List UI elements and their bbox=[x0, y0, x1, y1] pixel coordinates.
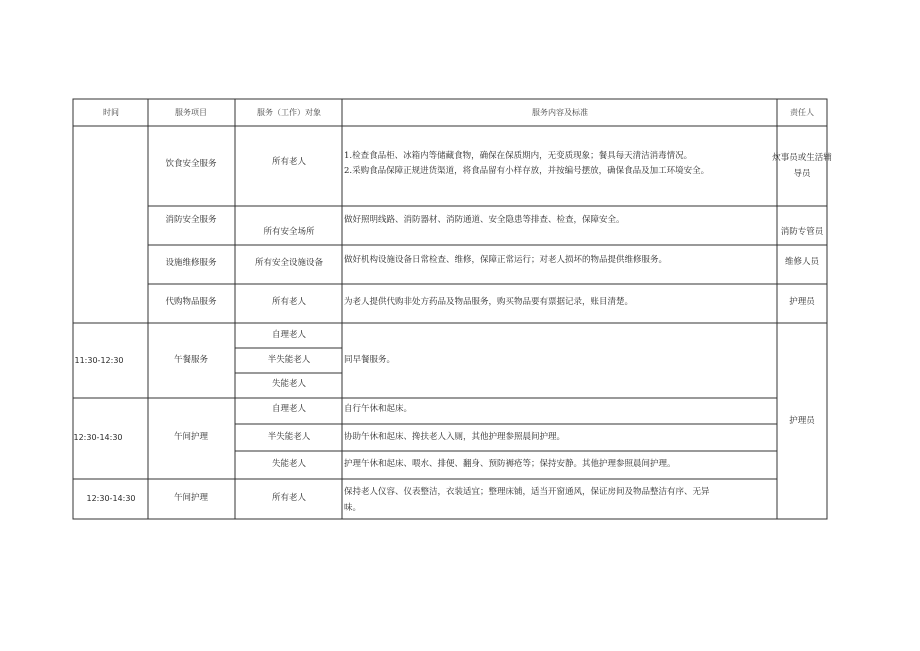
row-content-line: 协助午休和起床、搀扶老人入厕，其他护理参照晨间护理。 bbox=[344, 432, 566, 442]
row-owner-line: 维修人员 bbox=[784, 257, 820, 267]
row-owner-line: 消防专管员 bbox=[780, 227, 824, 237]
row-content-line: 护理午休和起床、喂水、排便、翻身、预防褥疮等；保持安静。其他护理参照晨间护理。 bbox=[344, 459, 676, 469]
row-time-lunch: 11:30-12:30 bbox=[74, 356, 124, 365]
header-content: 服务内容及标准 bbox=[532, 108, 588, 117]
row-content-line: 自行午休和起床。 bbox=[344, 404, 413, 414]
header-owner: 责任人 bbox=[790, 108, 814, 117]
row-item-fire-safety: 消防安全服务 bbox=[165, 215, 217, 225]
row-content-line: 做好照明线路、消防器材、消防通道、安全隐患等排查、检查，保障安全。 bbox=[344, 215, 625, 225]
row-item-maintenance: 设施维修服务 bbox=[165, 258, 217, 268]
row-target-disabled: 失能老人 bbox=[271, 379, 307, 389]
row-time-nap-all: 12:30-14:30 bbox=[86, 494, 136, 503]
row-target-maintenance: 所有安全设施设备 bbox=[254, 258, 324, 268]
row-target-self-care: 自理老人 bbox=[271, 330, 307, 340]
row-content-line: 同早餐服务。 bbox=[344, 355, 396, 365]
shared-owner: 护理员 bbox=[789, 416, 815, 426]
row-item-nap: 午间护理 bbox=[173, 432, 209, 442]
header-time: 时间 bbox=[103, 108, 119, 117]
row-item-nap-all: 午间护理 bbox=[173, 493, 209, 503]
row-time-nap: 12:30-14:30 bbox=[73, 433, 123, 442]
header-item: 服务项目 bbox=[175, 108, 207, 117]
row-target-purchasing: 所有老人 bbox=[271, 297, 307, 307]
header-target: 服务（工作）对象 bbox=[257, 108, 321, 117]
row-target-semi-disabled: 半失能老人 bbox=[267, 432, 311, 442]
row-owner-line: 护理员 bbox=[789, 297, 815, 307]
row-target-all: 所有老人 bbox=[271, 493, 307, 503]
row-content-line: 1.检查食品柜、冰箱内等储藏食物，确保在保质期内，无变质现象；餐具每天清洁消毒情况。 bbox=[344, 151, 693, 161]
row-target-semi-disabled: 半失能老人 bbox=[267, 355, 311, 365]
row-content-line: 为老人提供代购非处方药品及物品服务，购买物品要有票据记录，账目清楚。 bbox=[344, 297, 634, 307]
row-target-self-care: 自理老人 bbox=[271, 404, 307, 414]
row-owner-line: 导员 bbox=[793, 169, 811, 179]
row-owner-line: 炊事员或生活辅 bbox=[772, 153, 832, 163]
row-item-lunch: 午餐服务 bbox=[173, 355, 209, 365]
row-content-line: 味。 bbox=[344, 503, 362, 513]
row-target-fire-safety: 所有安全场所 bbox=[263, 227, 315, 237]
row-content-line: 2.采购食品保障正规进货渠道，将食品留有小样存放，并按编号摆放，确保食品及加工环境安全。 bbox=[344, 166, 710, 176]
row-item-purchasing: 代购物品服务 bbox=[165, 297, 217, 307]
row-content-line: 保持老人仪容、仪表整洁，衣装适宜；整理床铺，适当开窗通风，保证房间及物品整洁有序、无异 bbox=[344, 487, 710, 497]
row-item-food-safety: 饮食安全服务 bbox=[165, 159, 217, 169]
row-content-line: 做好机构设施设备日常检查、维修，保障正常运行；对老人损坏的物品提供维修服务。 bbox=[344, 255, 668, 265]
row-target-disabled: 失能老人 bbox=[271, 459, 307, 469]
row-target-food-safety: 所有老人 bbox=[271, 157, 307, 167]
